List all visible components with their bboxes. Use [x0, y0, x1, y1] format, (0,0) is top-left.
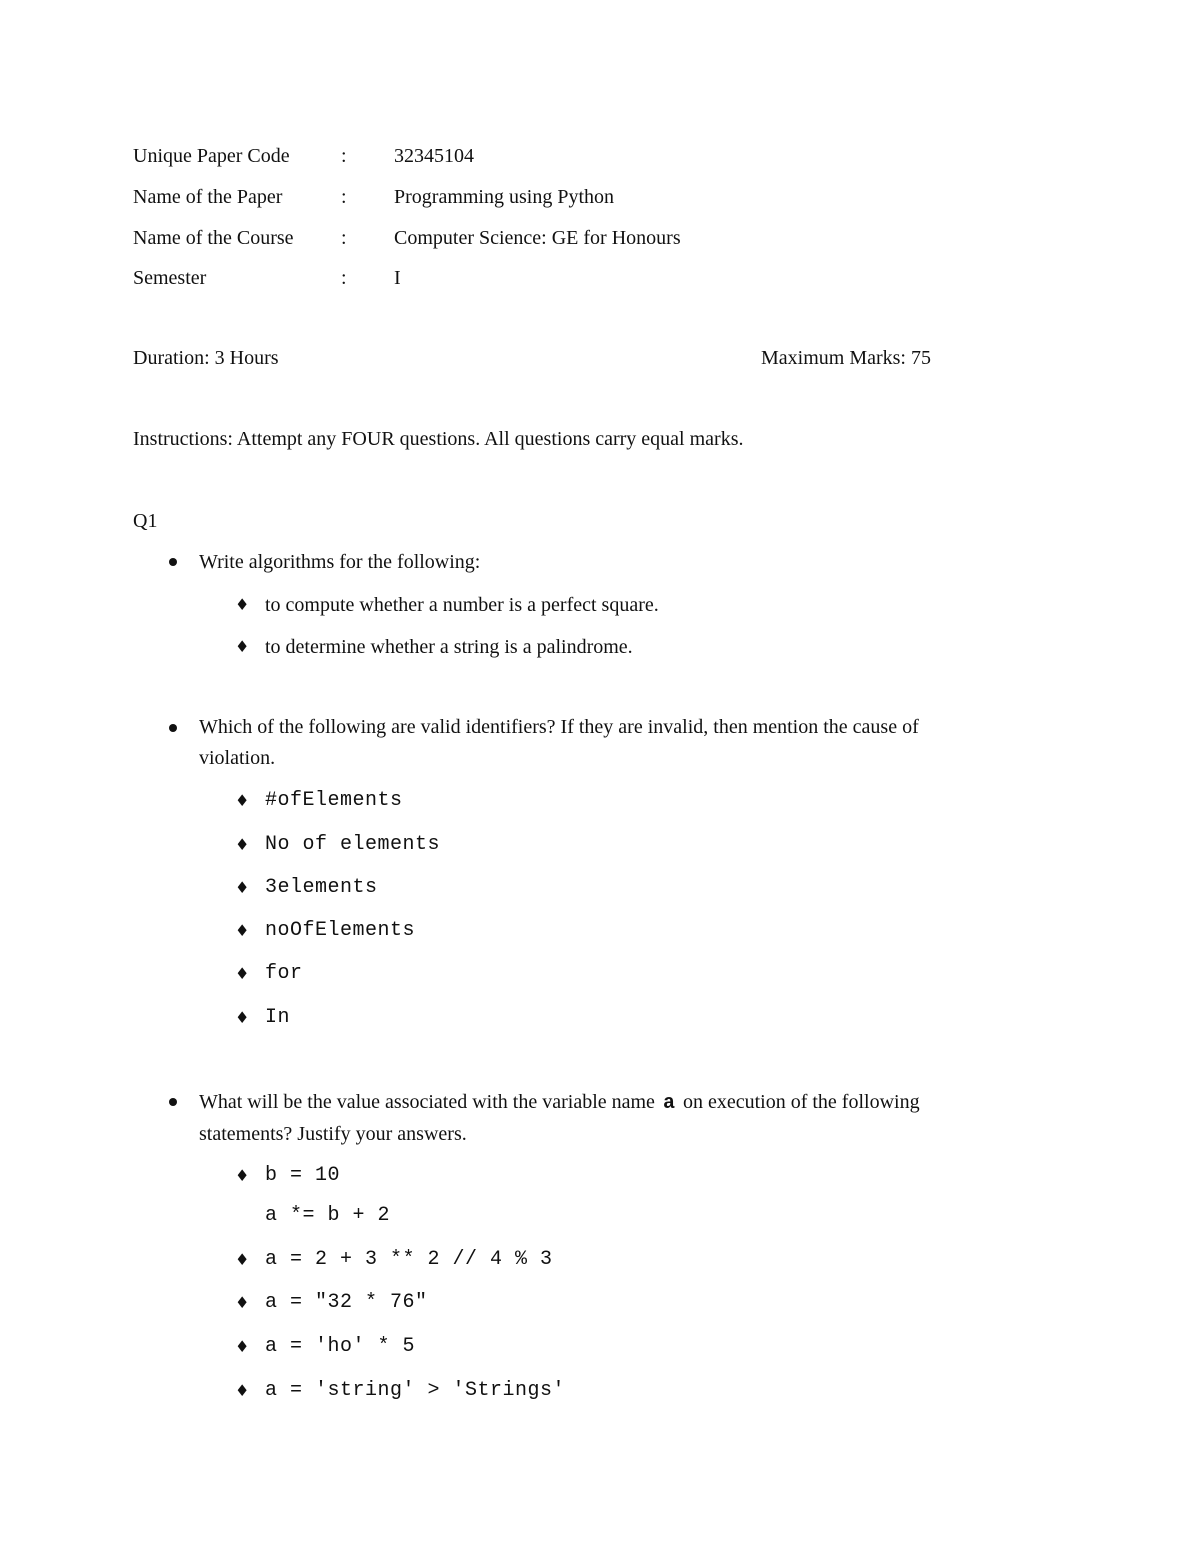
paper-name-sep: : — [341, 186, 347, 208]
statement-line: a = "32 * 76" — [265, 1291, 428, 1314]
diamond-bullet-icon: ♦ — [235, 878, 250, 897]
part1-item: to compute whether a number is a perfect square. — [265, 594, 659, 616]
diamond-bullet-icon: ♦ — [235, 835, 250, 854]
part3-text — [199, 1087, 929, 1150]
semester-sep: : — [341, 267, 347, 289]
statement-line: a = 'ho' * 5 — [265, 1335, 416, 1358]
paper-name-label: Name of the Paper — [133, 186, 283, 208]
diamond-bullet-icon: ♦ — [235, 1250, 250, 1269]
statement-line: a *= b + 2 — [265, 1204, 391, 1227]
identifier-item: for — [265, 962, 303, 985]
semester-value: I — [394, 267, 401, 289]
bullet-dot-icon — [169, 558, 177, 566]
bullet-dot-icon — [169, 724, 177, 732]
paper-name-value: Programming using Python — [394, 186, 615, 208]
identifier-item: 3elements — [265, 876, 378, 899]
part3-text-before: What will be the value associated with the variable name — [199, 1091, 655, 1113]
diamond-bullet-icon: ♦ — [235, 1293, 250, 1312]
part1-text: Write algorithms for the following: — [199, 551, 481, 573]
identifier-item: No of elements — [265, 833, 441, 856]
diamond-bullet-icon: ♦ — [235, 1381, 250, 1400]
course-name-label: Name of the Course — [133, 227, 294, 249]
max-marks: Maximum Marks: 75 — [761, 347, 931, 369]
bullet-dot-icon — [169, 1098, 177, 1106]
diamond-bullet-icon: ♦ — [235, 1166, 250, 1185]
paper-code-value: 32345104 — [394, 145, 474, 167]
paper-code-label: Unique Paper Code — [133, 145, 290, 167]
part1-item: to determine whether a string is a palindrome. — [265, 636, 633, 658]
semester-label: Semester — [133, 267, 207, 289]
identifier-item: noOfElements — [265, 919, 416, 942]
variable-name: a — [662, 1092, 675, 1115]
statement-line: a = 2 + 3 ** 2 // 4 % 3 — [265, 1248, 553, 1271]
diamond-bullet-icon: ♦ — [235, 791, 250, 810]
course-name-value: Computer Science: GE for Honours — [394, 227, 681, 249]
identifier-item: In — [265, 1006, 291, 1029]
statement-line: b = 10 — [265, 1164, 341, 1187]
diamond-bullet-icon: ♦ — [235, 1008, 250, 1027]
part2-text: Which of the following are valid identifiers? If they are invalid, then mention the cause of violation. — [199, 716, 919, 769]
statement-line: a = 'string' > 'Strings' — [265, 1379, 566, 1402]
diamond-bullet-icon: ♦ — [235, 595, 250, 614]
part3-text-after: on execution of the following statements? Justify your answers. — [199, 1091, 920, 1145]
diamond-bullet-icon: ♦ — [235, 964, 250, 983]
paper-code-sep: : — [341, 145, 347, 167]
duration: Duration: 3 Hours — [133, 347, 279, 369]
identifier-item: #ofElements — [265, 789, 403, 812]
course-name-sep: : — [341, 227, 347, 249]
diamond-bullet-icon: ♦ — [235, 637, 250, 656]
question-title: Q1 — [133, 510, 158, 532]
diamond-bullet-icon: ♦ — [235, 1337, 250, 1356]
diamond-bullet-icon: ♦ — [235, 921, 250, 940]
instructions: Instructions: Attempt any FOUR questions. All questions carry equal marks. — [133, 428, 744, 450]
